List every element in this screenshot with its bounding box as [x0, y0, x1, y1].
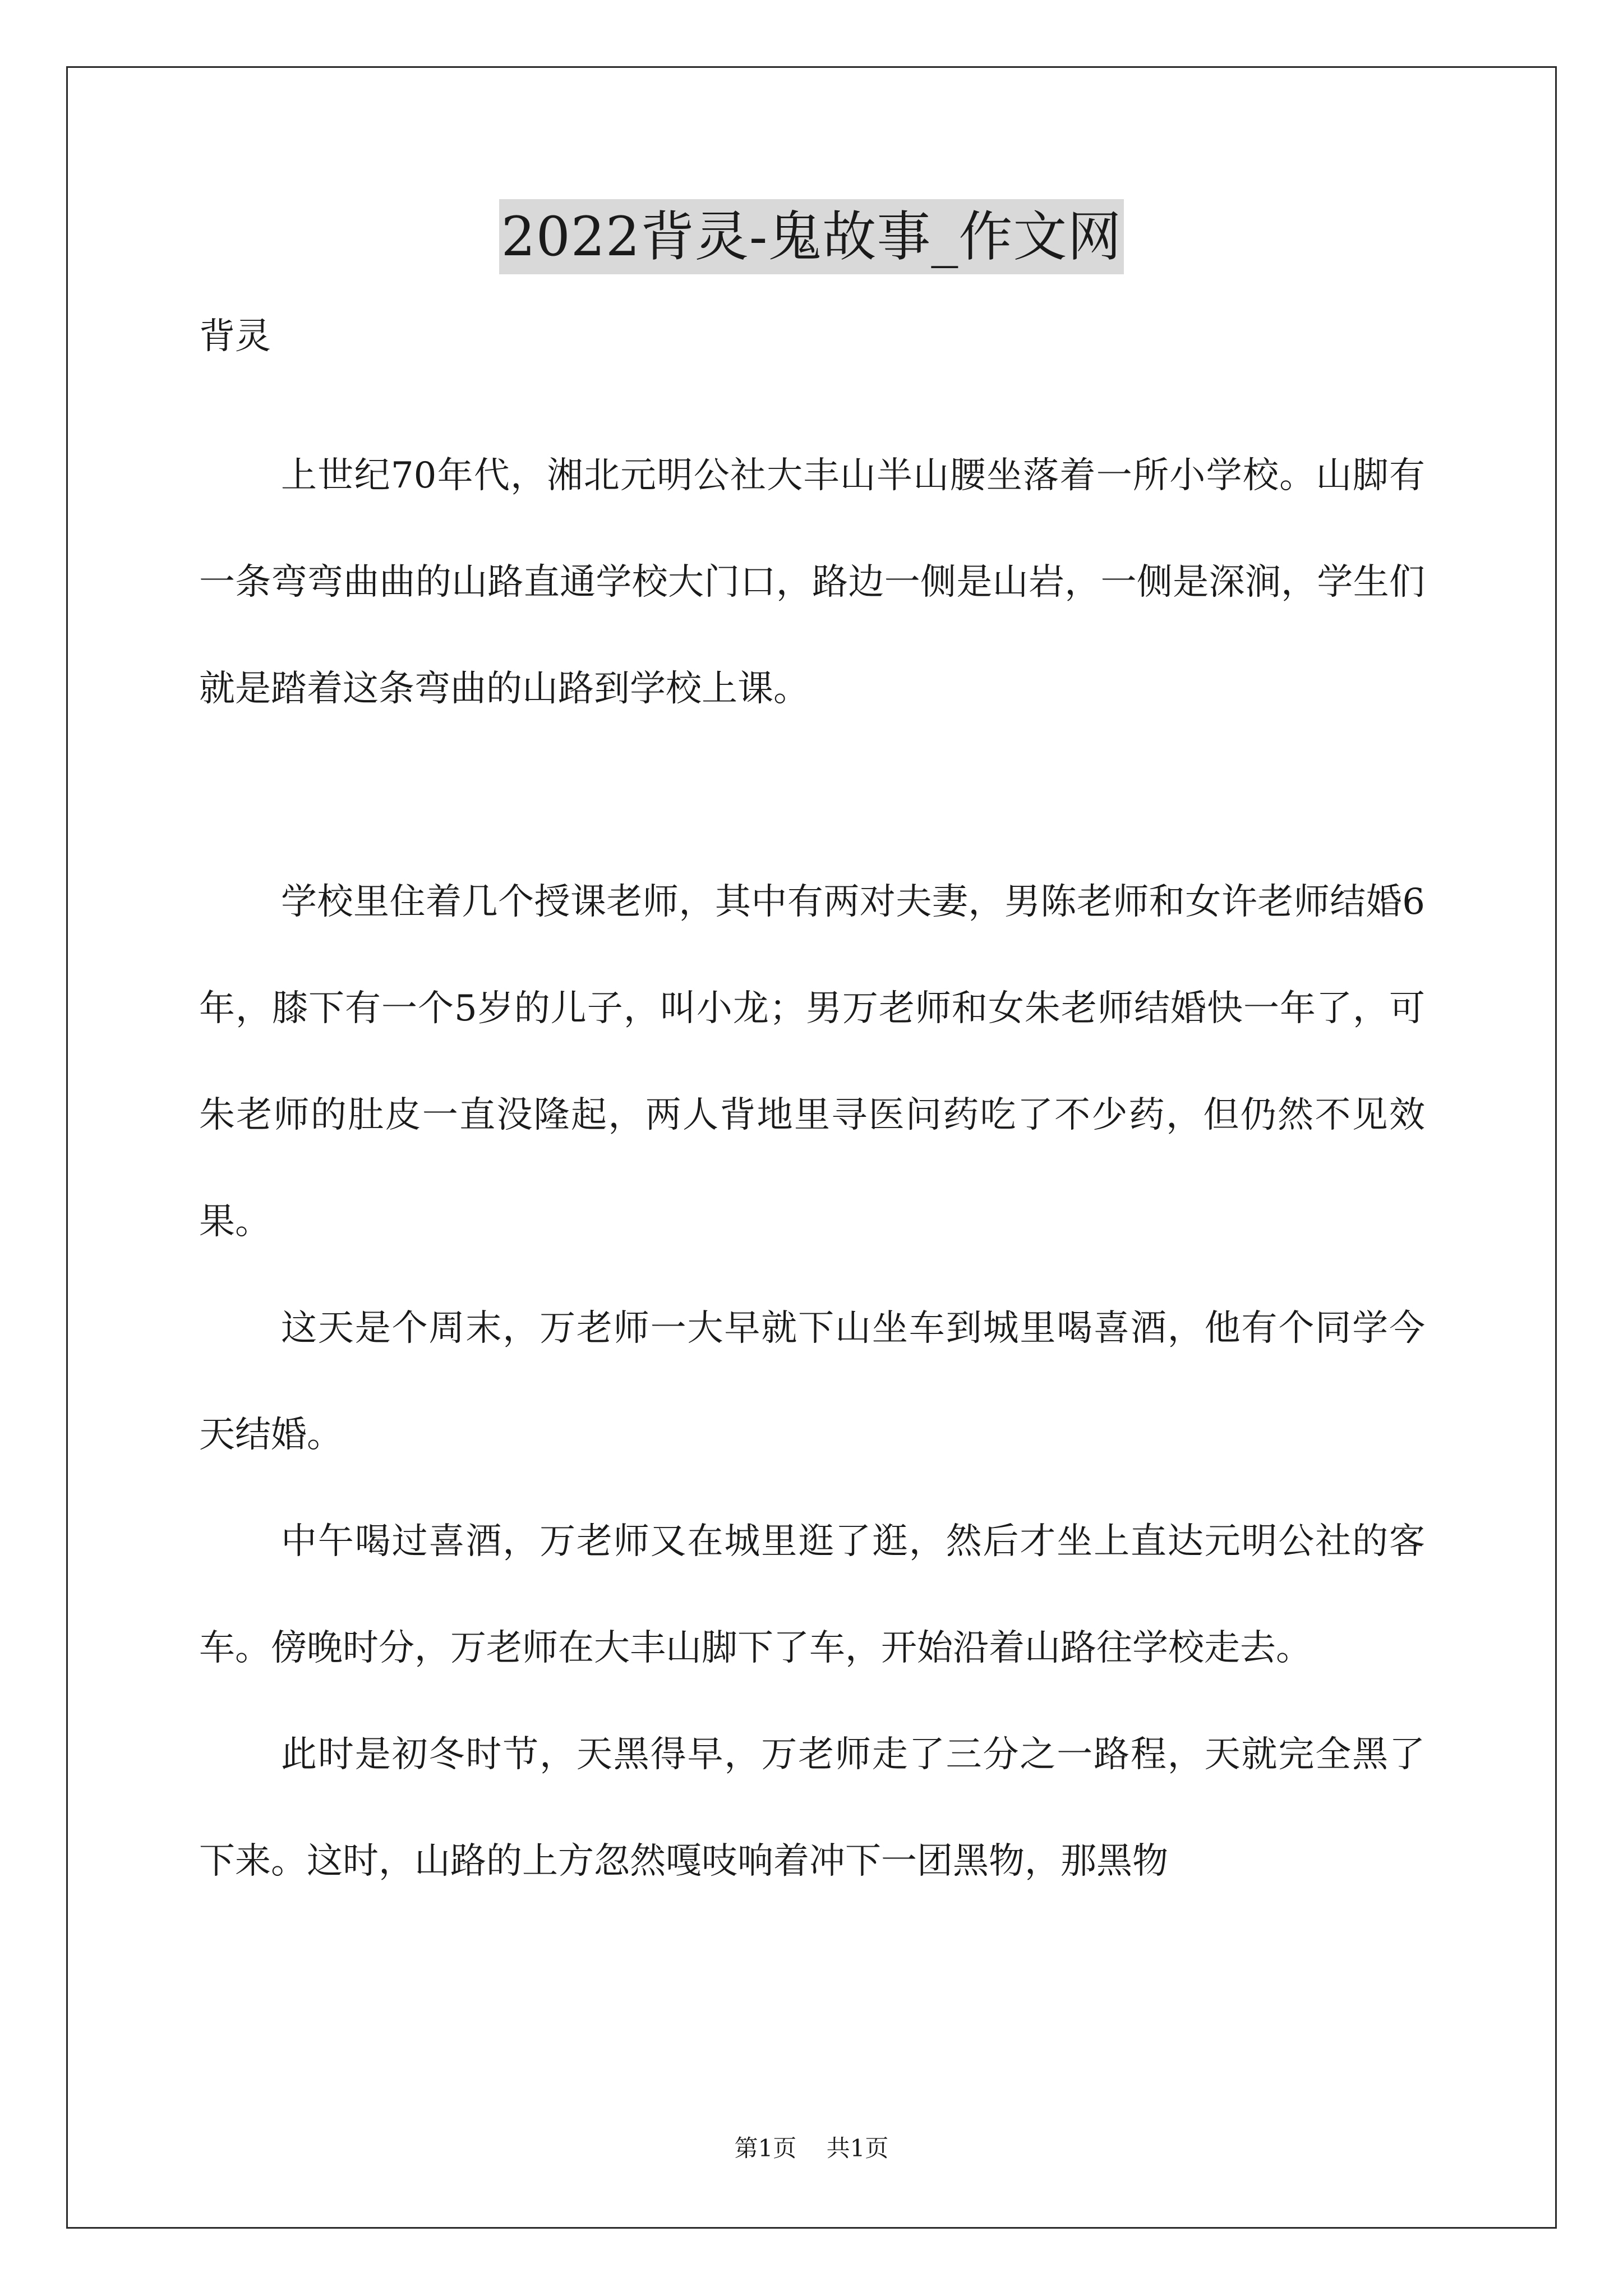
title-area [0, 199, 1623, 274]
section-label: 背灵 [199, 316, 271, 357]
paragraph-4: 中午喝过喜酒，万老师又在城里逛了逛，然后才坐上直达元明公社的客车。傍晚时分，万老师在大丰山脚下了车，开始沿着山路往学校走去。 [199, 1521, 1425, 1669]
document-title: 2022背灵-鬼故事_作文网 [499, 199, 1124, 274]
paragraph-1: 上世纪70年代，湘北元明公社大丰山半山腰坐落着一所小学校。山脚有一条弯弯曲曲的山路直通学校大门口，路边一侧是山岩，一侧是深涧，学生们就是踏着这条弯曲的山路到学校上课。 [199, 455, 1425, 710]
page-footer [0, 2132, 1623, 2165]
page-number: 第1页 [734, 2134, 797, 2162]
paragraph-2: 学校里住着几个授课老师，其中有两对夫妻，男陈老师和女许老师结婚6年，膝下有一个5岁的儿子，叫小龙；男万老师和女朱老师结婚快一年了，可朱老师的肚皮一直没隆起，两人背地里寻医问药吃了不少药，但仍然不见效果。 [199, 881, 1425, 1243]
page-total: 共1页 [826, 2134, 889, 2162]
document-body [199, 311, 1425, 1915]
paragraph-3: 这天是个周末，万老师一大早就下山坐车到城里喝喜酒，他有个同学今天结婚。 [199, 1308, 1425, 1456]
paragraph-5: 此时是初冬时节，天黑得早，万老师走了三分之一路程，天就完全黑了下来。这时，山路的上方忽然嘎吱响着冲下一团黑物，那黑物 [199, 1734, 1425, 1882]
